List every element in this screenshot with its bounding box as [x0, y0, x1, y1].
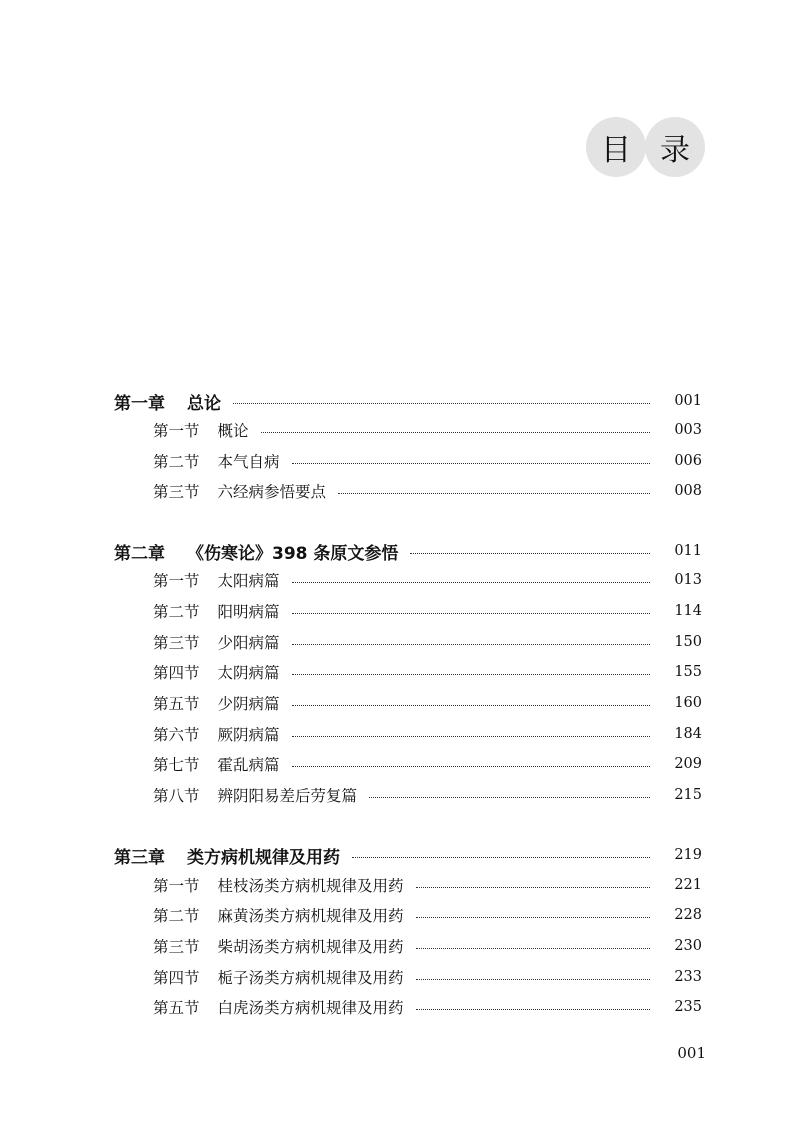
chapter-title: 《伤寒论》398 条原文参悟 — [187, 543, 399, 564]
toc-page-number: 013 — [674, 572, 702, 588]
dot-leader — [416, 979, 650, 980]
title-char: 目 — [586, 117, 646, 177]
section-number: 第八节 — [153, 787, 200, 805]
section-title: 阳明病篇 — [217, 603, 280, 621]
toc-page-number: 008 — [674, 483, 702, 499]
toc-entry-heading — [153, 996, 404, 1018]
toc-entry-heading — [153, 784, 357, 806]
toc-section-row[interactable] — [0, 567, 800, 593]
section-number: 第五节 — [153, 999, 200, 1017]
toc-entry-heading — [153, 480, 326, 502]
section-number: 第三节 — [153, 938, 200, 956]
toc-page-number: 160 — [674, 695, 702, 711]
section-title: 厥阴病篇 — [217, 726, 280, 744]
toc-entry-heading — [153, 600, 280, 622]
toc-chapter-row[interactable] — [0, 538, 800, 564]
toc-page-number: 114 — [674, 603, 702, 619]
section-title: 桂枝汤类方病机规律及用药 — [217, 877, 404, 895]
section-title: 本气自病 — [217, 453, 280, 471]
toc-section-row[interactable] — [0, 598, 800, 624]
section-number: 第一节 — [153, 422, 200, 440]
toc-page-number: 184 — [674, 726, 702, 742]
section-title: 概论 — [217, 422, 249, 440]
dot-leader — [292, 736, 650, 737]
dot-leader — [292, 644, 650, 645]
dot-leader — [292, 613, 650, 614]
toc-entry-heading — [114, 843, 340, 868]
toc-page-number: 230 — [674, 938, 702, 954]
toc-section-row[interactable] — [0, 994, 800, 1020]
section-number: 第一节 — [153, 877, 200, 895]
toc-page-number: 215 — [674, 787, 702, 803]
section-title: 白虎汤类方病机规律及用药 — [217, 999, 404, 1017]
section-title: 麻黄汤类方病机规律及用药 — [217, 907, 404, 925]
toc-section-row[interactable] — [0, 902, 800, 928]
dot-leader — [292, 766, 650, 767]
toc-page-number: 209 — [674, 756, 702, 772]
toc-chapter-row[interactable] — [0, 842, 800, 868]
section-number: 第二节 — [153, 907, 200, 925]
dot-leader — [292, 705, 650, 706]
page-number: 001 — [677, 1044, 706, 1062]
section-number: 第六节 — [153, 726, 200, 744]
chapter-title: 类方病机规律及用药 — [187, 847, 340, 868]
toc-section-row[interactable] — [0, 629, 800, 655]
chapter-number: 第三章 — [114, 847, 165, 868]
toc-entry-heading — [153, 753, 280, 775]
toc-section-row[interactable] — [0, 964, 800, 990]
section-number: 第四节 — [153, 969, 200, 987]
toc-entry-heading — [153, 692, 280, 714]
toc-section-row[interactable] — [0, 478, 800, 504]
dot-leader — [416, 887, 650, 888]
section-number: 第三节 — [153, 634, 200, 652]
section-number: 第二节 — [153, 453, 200, 471]
toc-page-number: 011 — [674, 543, 702, 559]
toc-section-row[interactable] — [0, 690, 800, 716]
toc-entry-heading — [114, 389, 221, 414]
toc-section-row[interactable] — [0, 751, 800, 777]
section-number: 第一节 — [153, 572, 200, 590]
toc-chapter-row[interactable] — [0, 388, 800, 414]
dot-leader — [369, 797, 650, 798]
section-number: 第二节 — [153, 603, 200, 621]
section-number: 第四节 — [153, 664, 200, 682]
toc-page-number: 221 — [674, 877, 702, 893]
toc-entry-heading — [153, 935, 404, 957]
title-char: 录 — [645, 117, 705, 177]
dot-leader — [292, 463, 650, 464]
toc-page-number: 155 — [674, 664, 702, 680]
toc-entry-heading — [153, 450, 280, 472]
toc-section-row[interactable] — [0, 782, 800, 808]
section-title: 太阳病篇 — [217, 572, 280, 590]
toc-section-row[interactable] — [0, 933, 800, 959]
section-title: 少阳病篇 — [217, 634, 280, 652]
section-title: 少阴病篇 — [217, 695, 280, 713]
toc-entry-heading — [153, 904, 404, 926]
toc-entry-heading — [153, 631, 280, 653]
section-title: 六经病参悟要点 — [217, 483, 327, 501]
section-title: 辨阴阳易差后劳复篇 — [217, 787, 358, 805]
toc-entry-heading — [153, 419, 249, 441]
section-number: 第三节 — [153, 483, 200, 501]
dot-leader — [410, 553, 650, 554]
toc-page-number: 150 — [674, 634, 702, 650]
toc-page-number: 006 — [674, 453, 702, 469]
toc-entry-heading — [114, 539, 398, 564]
chapter-title: 总论 — [187, 393, 221, 414]
section-number: 第五节 — [153, 695, 200, 713]
dot-leader — [233, 403, 650, 404]
toc-section-row[interactable] — [0, 659, 800, 685]
section-title: 霍乱病篇 — [217, 756, 280, 774]
dot-leader — [352, 857, 650, 858]
toc-page-number: 003 — [674, 422, 702, 438]
section-title: 栀子汤类方病机规律及用药 — [217, 969, 404, 987]
toc-section-row[interactable] — [0, 721, 800, 747]
dot-leader — [292, 582, 650, 583]
toc-entry-heading — [153, 874, 404, 896]
dot-leader — [292, 674, 650, 675]
toc-entry-heading — [153, 569, 280, 591]
dot-leader — [416, 917, 650, 918]
section-title: 柴胡汤类方病机规律及用药 — [217, 938, 404, 956]
dot-leader — [416, 1009, 650, 1010]
toc-entry-heading — [153, 723, 280, 745]
toc-page-number: 219 — [674, 847, 702, 863]
dot-leader — [338, 493, 650, 494]
section-title: 太阴病篇 — [217, 664, 280, 682]
toc-section-row[interactable] — [0, 872, 800, 898]
toc-entry-heading — [153, 661, 280, 683]
toc-page-number: 233 — [674, 969, 702, 985]
dot-leader — [261, 432, 650, 433]
section-number: 第七节 — [153, 756, 200, 774]
dot-leader — [416, 948, 650, 949]
toc-page-number: 001 — [674, 393, 702, 409]
chapter-number: 第二章 — [114, 543, 165, 564]
toc-section-row[interactable] — [0, 417, 800, 443]
toc-entry-heading — [153, 966, 404, 988]
toc-page-number: 228 — [674, 907, 702, 923]
toc-section-row[interactable] — [0, 448, 800, 474]
toc-page-number: 235 — [674, 999, 702, 1015]
chapter-number: 第一章 — [114, 393, 165, 414]
